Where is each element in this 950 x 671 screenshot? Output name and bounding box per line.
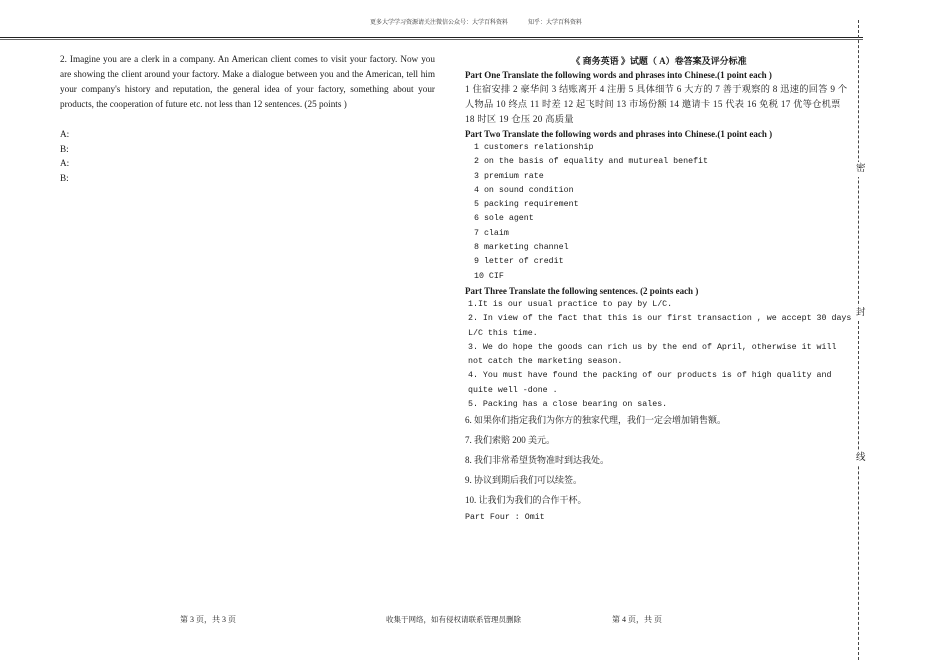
dialogue-line: A:: [60, 129, 70, 139]
sentence-answer: 3. We do hope the goods can rich us by the end of April, otherwise it will not catch the marketing season.: [468, 342, 837, 367]
part-one-answers: 1 住宿安排 2 豪华间 3 结账离开 4 注册 5 具体细节 6 大方的 7 善于观察的 8 迅速的回答 9 个人物品 10 终点 11 时差 12 起飞时间 13 市场份额 14 邀请卡 15 代表 16 免税 17 优等仓机票 18 时区 19 仓压 20 高质量: [465, 84, 848, 124]
part-two-heading: Part Two Translate the following words and phrases into Chinese.(1 point each ): [465, 129, 773, 139]
header-left-text: 更多大学学习资源请关注微信公众号：大学百科资料: [370, 20, 509, 26]
part-three-english: [465, 298, 853, 412]
sentence-answer: 7. 我们索赔 200 美元。: [465, 435, 556, 446]
sentence-answer: 6. 如果你们指定我们为你方的独家代理，我们一定会增加销售额。: [465, 415, 727, 426]
binding-label-mi: 密: [856, 162, 866, 177]
list-item: 1 customers relationship: [474, 143, 594, 152]
binding-label-feng: 封: [856, 306, 866, 321]
answer-key-page: [465, 54, 853, 522]
header-rule-secondary: [0, 39, 863, 40]
list-item: 5 packing requirement: [474, 200, 579, 210]
list-item: 7 claim: [474, 228, 509, 238]
sentence-answer: 5. Packing has a close bearing on sales.: [468, 400, 668, 410]
header-right-text: 知乎：大学百科资料: [528, 20, 583, 26]
list-item: 2 on the basis of equality and mutureal benefit: [474, 157, 709, 167]
right-page-number: 第 4 页，共 页: [612, 615, 662, 624]
part-one-heading: Part One Translate the following words and phrases into Chinese.(1 point each ): [465, 70, 772, 80]
dialogue-line: A:: [60, 158, 70, 168]
dialogue-lines: [60, 127, 435, 185]
header-rule: [0, 37, 863, 38]
dialogue-line: B:: [60, 143, 69, 154]
left-page: [60, 52, 435, 185]
binding-dashed-line: [858, 20, 859, 660]
footer-notice: 收集于网络，如有侵权请联系管理员删除: [386, 615, 521, 624]
list-item: 3 premium rate: [474, 171, 544, 181]
left-page-number: 第 3 页，共 3 页: [180, 615, 236, 624]
binding-label-xian: 线: [856, 451, 866, 466]
page-header: [370, 17, 582, 26]
dialogue-line: B:: [60, 172, 69, 183]
sentence-answer: 4. You must have found the packing of our products is of high quality and quite well -done .: [468, 371, 832, 395]
list-item: 8 marketing channel: [474, 243, 569, 253]
sentence-answer: 1.It is our usual practice to pay by L/C.: [468, 299, 673, 309]
question-2: 2. Imagine you are a clerk in a company. An American client comes to visit your factory. Now you are showing the client around your factory. Make a dialogue between you and the American, tell him your company's history and reputation, the general idea of your factory, something about your products, the cooperation of future etc. not less than 12 sentences. (25 points ): [60, 54, 435, 109]
part-two-list: [465, 141, 853, 284]
list-item: 9 letter of credit: [474, 257, 564, 267]
answer-key-title: 《 商务英语 》试题（ A）卷答案及评分标准: [571, 56, 747, 66]
sentence-answer: 9. 协议到期后我们可以续签。: [465, 475, 583, 486]
list-item: 10 CIF: [474, 271, 504, 281]
sentence-answer: 8. 我们非常希望货物准时到达我处。: [465, 455, 610, 466]
part-three-chinese: [465, 413, 853, 507]
sentence-answer: 2. In view of the fact that this is our first transaction , we accept 30 days L/C this time.: [468, 314, 852, 338]
list-item: 4 on sound condition: [474, 185, 574, 195]
sentence-answer: 10. 让我们为我们的合作干杯。: [465, 495, 587, 506]
list-item: 6 sole agent: [474, 214, 534, 224]
part-three-heading: Part Three Translate the following sentences. (2 points each ): [465, 285, 699, 296]
part-four-note: Part Four : Omit: [465, 513, 545, 523]
